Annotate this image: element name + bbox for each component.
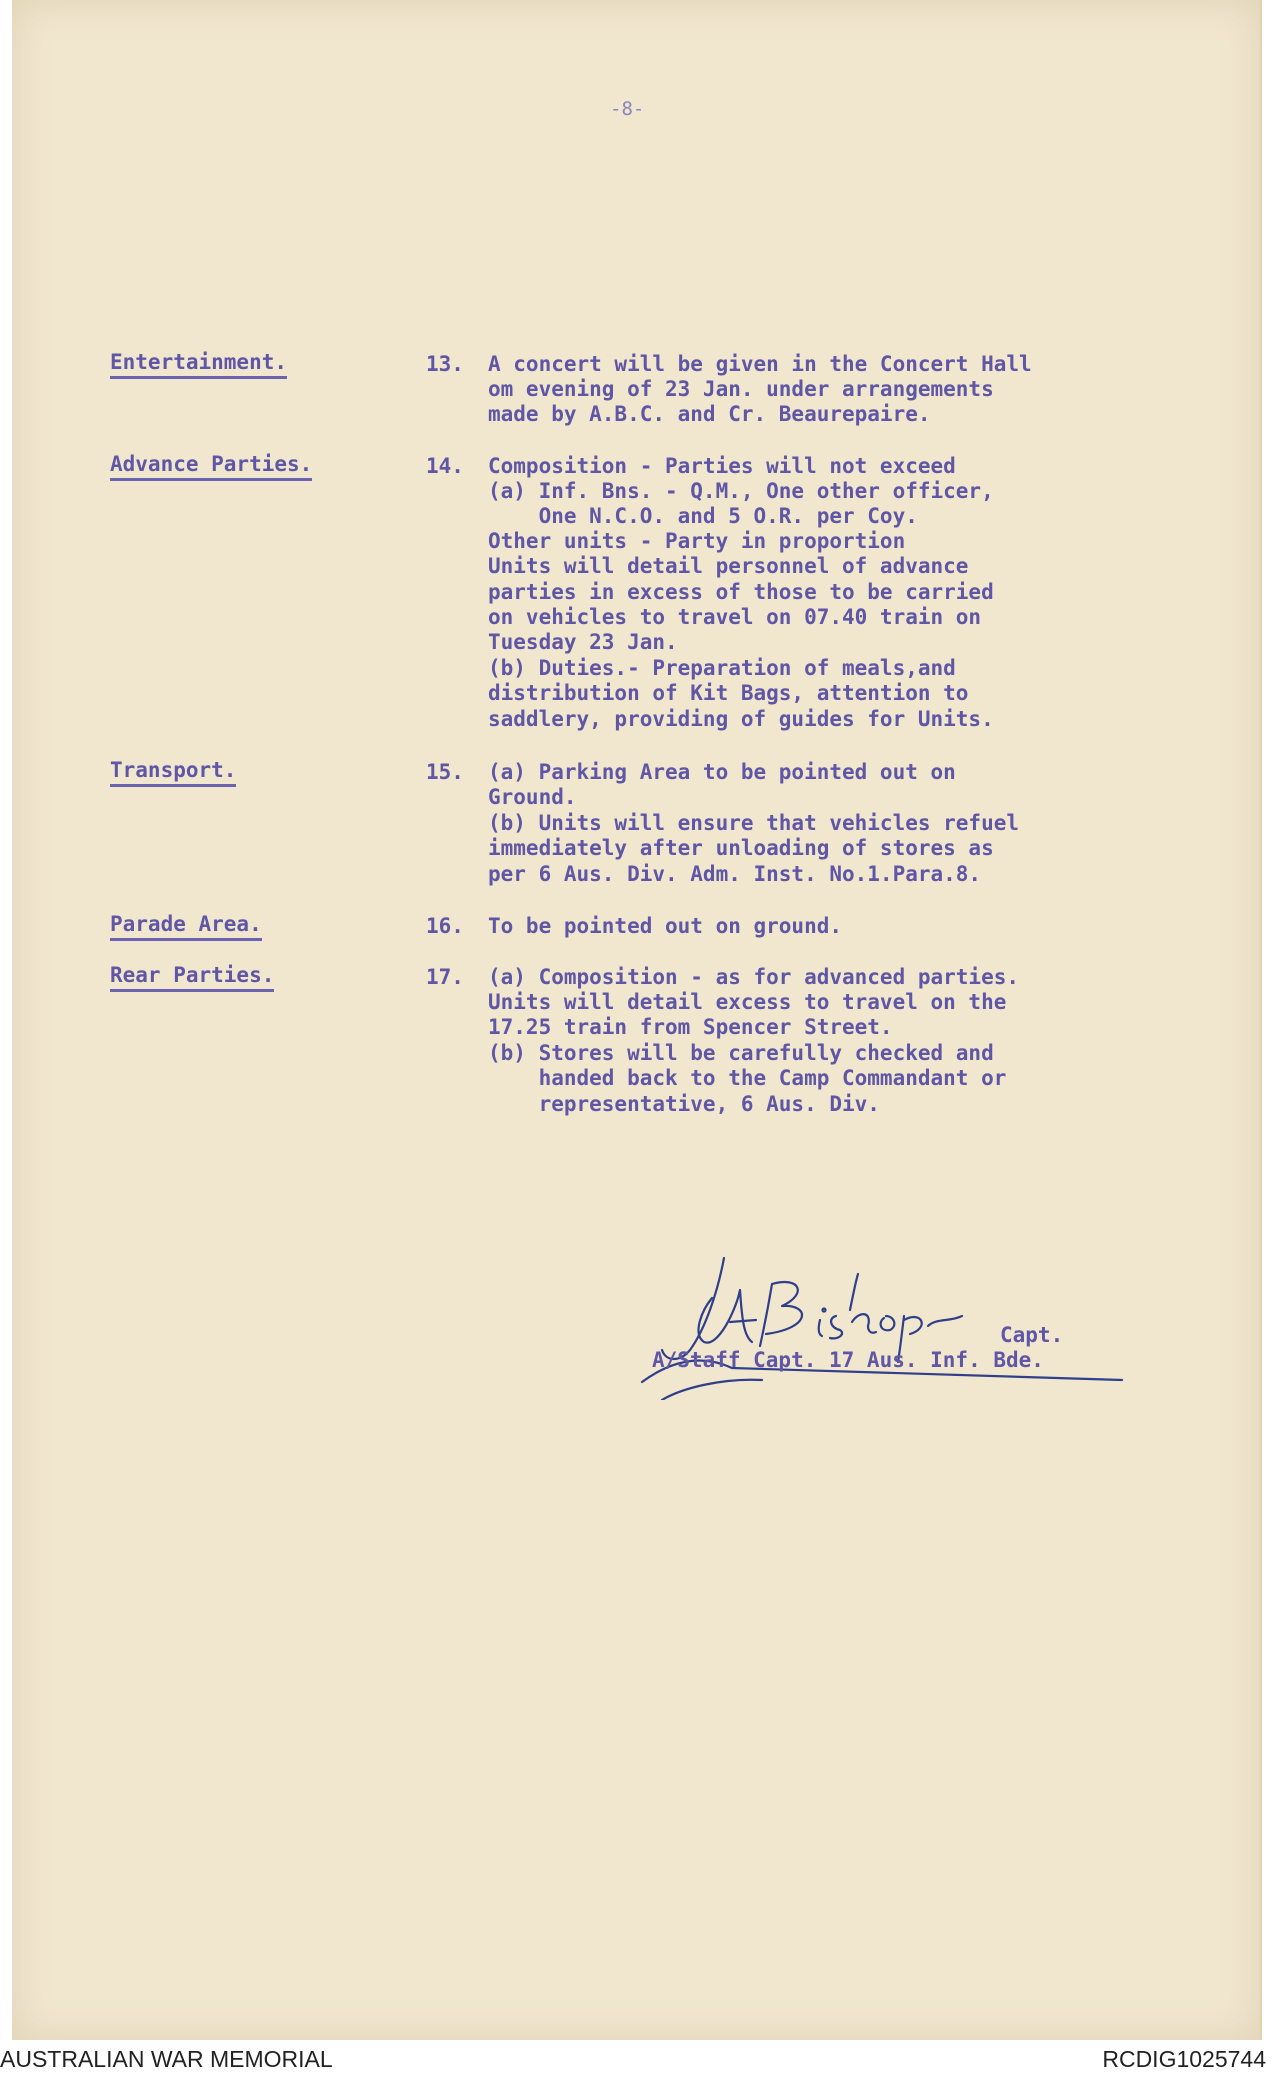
paragraph-line: (a) Composition - as for advanced parties. xyxy=(488,965,1020,989)
paragraph-line: Ground. xyxy=(488,785,577,809)
paragraph-line: (a) Parking Area to be pointed out on xyxy=(488,760,956,784)
paragraph-line: distribution of Kit Bags, attention to xyxy=(488,681,969,705)
section-heading-transport: Transport. xyxy=(110,758,236,787)
paragraph-line: Units will detail personnel of advance xyxy=(488,554,969,578)
paragraph-line: (b) Stores will be carefully checked and xyxy=(488,1041,994,1065)
paragraph-number: 14. xyxy=(426,454,464,478)
paragraph-number: 17. xyxy=(426,965,464,989)
paragraph-number: 16. xyxy=(426,914,464,938)
paragraph-line: Units will detail excess to travel on the xyxy=(488,990,1007,1014)
paragraph-line: handed back to the Camp Commandant or xyxy=(488,1066,1007,1090)
paragraph-line: A concert will be given in the Concert Hall xyxy=(488,352,1032,376)
paragraph-number: 13. xyxy=(426,352,464,376)
paragraph-line: saddlery, providing of guides for Units. xyxy=(488,707,994,731)
paragraph-line: (b) Units will ensure that vehicles refuel xyxy=(488,811,1020,835)
paragraph-line: One N.C.O. and 5 O.R. per Coy. xyxy=(488,504,918,528)
paragraph-line: To be pointed out on ground. xyxy=(488,914,843,938)
paragraph-line: made by A.B.C. and Cr. Beaurepaire. xyxy=(488,402,931,426)
section-heading-advance-parties: Advance Parties. xyxy=(110,452,312,481)
paragraph-line: immediately after unloading of stores as xyxy=(488,836,994,860)
paragraph-line: parties in excess of those to be carried xyxy=(488,580,994,604)
signature-rank: Capt. xyxy=(1000,1323,1064,1347)
paragraph-line: representative, 6 Aus. Div. xyxy=(488,1092,880,1116)
paragraph-line: Tuesday 23 Jan. xyxy=(488,630,678,654)
paragraph-number: 15. xyxy=(426,760,464,784)
section-heading-entertainment: Entertainment. xyxy=(110,350,287,379)
footer-institution: AUSTRALIAN WAR MEMORIAL xyxy=(0,2046,333,2072)
signature-title: A/Staff Capt. 17 Aus. Inf. Bde. xyxy=(652,1348,1044,1372)
paragraph-line: om evening of 23 Jan. under arrangements xyxy=(488,377,994,401)
paragraph-line: (a) Inf. Bns. - Q.M., One other officer, xyxy=(488,479,994,503)
paragraph-line: 17.25 train from Spencer Street. xyxy=(488,1015,893,1039)
section-heading-parade-area: Parade Area. xyxy=(110,912,262,941)
page-number: -8- xyxy=(610,98,645,120)
paragraph-line: (b) Duties.- Preparation of meals,and xyxy=(488,656,956,680)
footer-record-id: RCDIG1025744 xyxy=(1102,2046,1266,2072)
paragraph-line: on vehicles to travel on 07.40 train on xyxy=(488,605,982,629)
paragraph-line: Other units - Party in proportion xyxy=(488,529,906,553)
paragraph-line: per 6 Aus. Div. Adm. Inst. No.1.Para.8. xyxy=(488,862,982,886)
document-page xyxy=(12,0,1262,2040)
paragraph-line: Composition - Parties will not exceed xyxy=(488,454,956,478)
section-heading-rear-parties: Rear Parties. xyxy=(110,963,274,992)
